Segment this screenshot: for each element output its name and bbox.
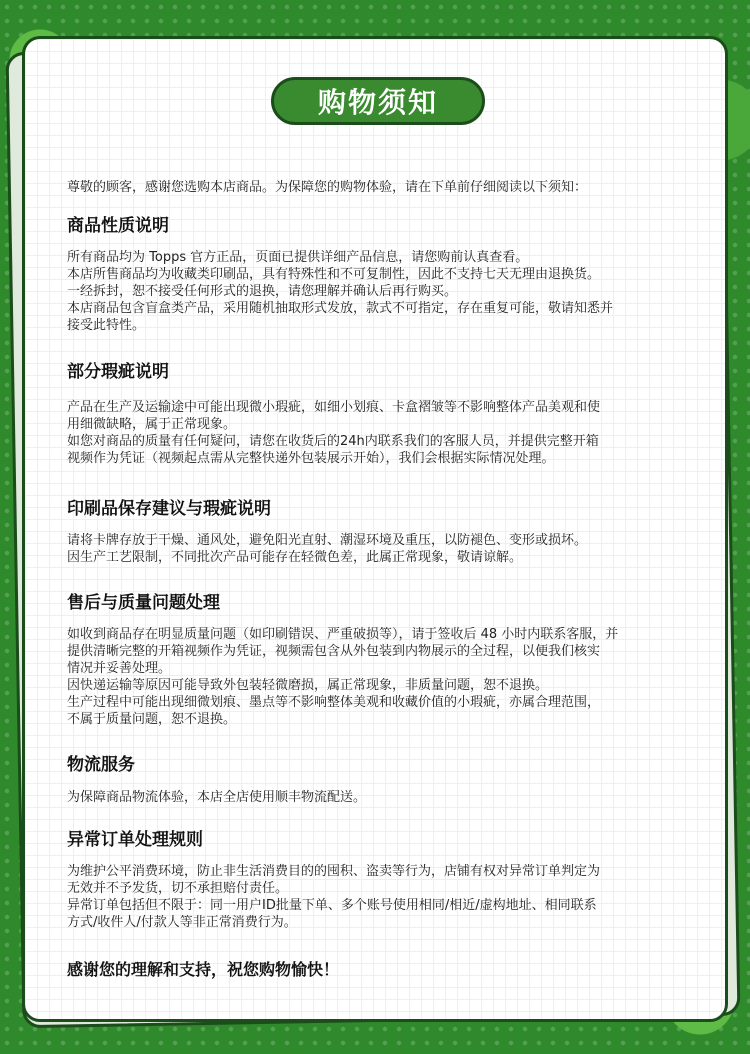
text-line: 接受此特性。 xyxy=(67,318,146,333)
text-line: 本店所售商品均为收藏类印刷品，具有特殊性和不可复制性，因此不支持七天无理由退换货。 xyxy=(67,267,601,282)
section-heading-abnormal-orders: 异常订单处理规则 xyxy=(67,830,203,850)
text-line: 如收到商品存在明显质量问题（如印刷错误、严重破损等），请于签收后 48 小时内联系客服，并 xyxy=(67,627,619,642)
text-line: 因生产工艺限制，不同批次产品可能存在轻微色差，此属正常现象，敬请谅解。 xyxy=(67,550,523,565)
text-line: 如您对商品的质量有任何疑问，请您在收货后的24h内联系我们的客服人员，并提供完整开箱 xyxy=(67,434,599,449)
text-line: 为维护公平消费环境，防止非生活消费目的的囤积、盗卖等行为，店铺有权对异常订单判定为 xyxy=(67,864,601,879)
intro-text: 尊敬的顾客，感谢您选购本店商品。为保障您的购物体验，请在下单前仔细阅读以下须知： xyxy=(67,180,588,195)
section-body-logistics xyxy=(67,789,697,806)
text-line: 请将卡牌存放于干燥、通风处，避免阳光直射、潮湿环境及重压，以防褪色、变形或损坏。 xyxy=(67,533,588,548)
section-heading-logistics: 物流服务 xyxy=(67,755,135,775)
text-line: 情况并妥善处理。 xyxy=(67,661,172,676)
text-line: 提供清晰完整的开箱视频作为凭证，视频需包含从外包装到内物展示的全过程，以便我们核实 xyxy=(67,644,601,659)
title-badge xyxy=(271,77,485,125)
text-line: 产品在生产及运输途中可能出现微小瑕疵，如细小划痕、卡盒褶皱等不影响整体产品美观和使 xyxy=(67,400,601,415)
section-body-abnormal-orders xyxy=(67,863,697,931)
notice-card xyxy=(22,36,728,1022)
text-line: 方式/收件人/付款人等非正常消费行为。 xyxy=(67,915,297,930)
section-body-after-sales xyxy=(67,626,697,728)
text-line: 无效并不予发货，切不承担赔付责任。 xyxy=(67,881,289,896)
text-line: 一经拆封，恕不接受任何形式的退换，请您理解并确认后再行购买。 xyxy=(67,284,458,299)
section-body-storage xyxy=(67,532,697,566)
text-line: 因快递运输等原因可能导致外包装轻微磨损，属正常现象，非质量问题，恕不退换。 xyxy=(67,678,549,693)
section-body-product-nature xyxy=(67,249,697,334)
text-line: 异常订单包括但不限于：同一用户ID批量下单、多个账号使用相同/相近/虚构地址、相同联系 xyxy=(67,898,597,913)
section-heading-storage: 印刷品保存建议与瑕疵说明 xyxy=(67,499,271,519)
text-line: 本店商品包含盲盒类产品，采用随机抽取形式发放，款式不可指定，存在重复可能，敬请知悉并 xyxy=(67,301,614,316)
text-line: 用细微缺略，属于正常现象。 xyxy=(67,417,237,432)
closing-message: 感谢您的理解和支持，祝您购物愉快！ xyxy=(67,960,340,979)
text-line: 所有商品均为 Topps 官方正品，页面已提供详细产品信息，请您购前认真查看。 xyxy=(67,250,529,265)
page-title: 购物须知 xyxy=(317,86,438,119)
section-body-defects xyxy=(67,399,697,467)
section-heading-after-sales: 售后与质量问题处理 xyxy=(67,593,220,613)
text-line: 视频作为凭证（视频起点需从完整快递外包装展示开始），我们会根据实际情况处理。 xyxy=(67,451,555,466)
text-line: 为保障商品物流体验，本店全店使用顺丰物流配送。 xyxy=(67,790,367,805)
section-heading-product-nature: 商品性质说明 xyxy=(67,216,169,236)
section-heading-defects: 部分瑕疵说明 xyxy=(67,362,169,382)
text-line: 不属于质量问题，恕不退换。 xyxy=(67,712,237,727)
text-line: 生产过程中可能出现细微划痕、墨点等不影响整体美观和收藏价值的小瑕疵，亦属合理范围， xyxy=(67,695,601,710)
